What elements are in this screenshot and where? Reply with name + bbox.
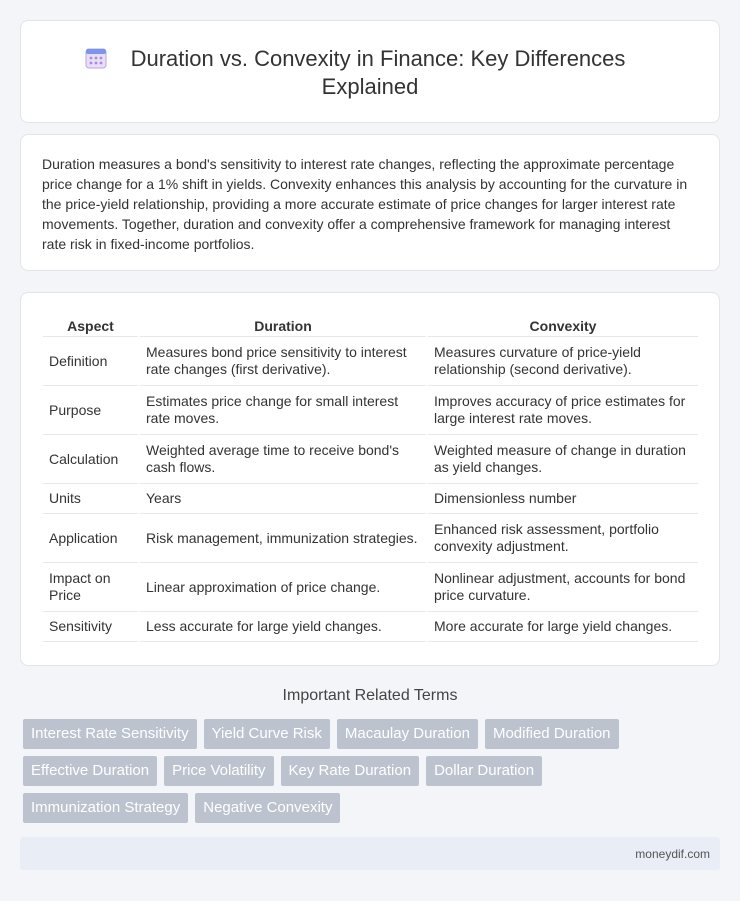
duration-cell: Weighted average time to receive bond's cash flows. [140,435,426,484]
aspect-cell: Calculation [43,435,138,484]
term-tag[interactable]: Effective Duration [23,756,157,786]
table-row [43,612,698,642]
header-aspect: Aspect [43,315,138,337]
term-tag[interactable]: Yield Curve Risk [204,719,330,749]
comparison-table [41,315,700,642]
convexity-cell: Dimensionless number [428,484,698,514]
term-tag[interactable]: Modified Duration [485,719,619,749]
table-row [43,386,698,435]
aspect-cell: Units [43,484,138,514]
convexity-cell: Nonlinear adjustment, accounts for bond price curvature. [428,563,698,612]
header-duration: Duration [140,315,426,337]
term-tag[interactable]: Key Rate Duration [281,756,420,786]
aspect-cell: Sensitivity [43,612,138,642]
convexity-cell: Weighted measure of change in duration as yield changes. [428,435,698,484]
table-row [43,484,698,514]
table-row [43,337,698,386]
page-title-line-1: Duration vs. Convexity in Finance: Key Differences [130,46,626,71]
duration-cell: Years [140,484,426,514]
intro-card [20,134,720,271]
aspect-cell: Impact on Price [43,563,138,612]
intro-text: Duration measures a bond's sensitivity to interest rate changes, reflecting the approximate percentage price change for a 1% shift in yields. Convexity enhances this analysis by accounting for the curvature in the price-yield relationship, providing a more accurate estimate of price changes for larger interest rate movements. Together, duration and convexity offer a comprehensive framework for managing interest rate risk in fixed-income portfolios. [42,156,688,252]
term-tag[interactable]: Price Volatility [164,756,273,786]
aspect-cell: Definition [43,337,138,386]
convexity-cell: More accurate for large yield changes. [428,612,698,642]
aspect-cell: Purpose [43,386,138,435]
term-tag[interactable]: Macaulay Duration [337,719,478,749]
term-tag[interactable]: Immunization Strategy [23,793,188,823]
page-title-line-2: Explained [321,74,419,99]
duration-cell: Linear approximation of price change. [140,563,426,612]
convexity-cell: Measures curvature of price-yield relationship (second derivative). [428,337,698,386]
header-convexity: Convexity [428,315,698,337]
convexity-cell: Enhanced risk assessment, portfolio convexity adjustment. [428,514,698,563]
related-terms-list [23,719,723,830]
duration-cell: Estimates price change for small interest rate moves. [140,386,426,435]
page-title [21,45,719,101]
convexity-cell: Improves accuracy of price estimates for large interest rate moves. [428,386,698,435]
table-row [43,435,698,484]
term-tag[interactable]: Dollar Duration [426,756,542,786]
title-card [20,20,720,123]
table-row [43,514,698,563]
duration-cell: Less accurate for large yield changes. [140,612,426,642]
duration-cell: Measures bond price sensitivity to interest rate changes (first derivative). [140,337,426,386]
comparison-table-card [20,292,720,666]
aspect-cell: Application [43,514,138,563]
footer [20,837,720,870]
table-row [43,563,698,612]
term-tag[interactable]: Negative Convexity [195,793,340,823]
duration-cell: Risk management, immunization strategies. [140,514,426,563]
footer-site[interactable]: moneydif.com [635,847,710,861]
table-header-row [43,315,698,337]
related-terms-heading: Important Related Terms [282,687,458,704]
term-tag[interactable]: Interest Rate Sensitivity [23,719,197,749]
